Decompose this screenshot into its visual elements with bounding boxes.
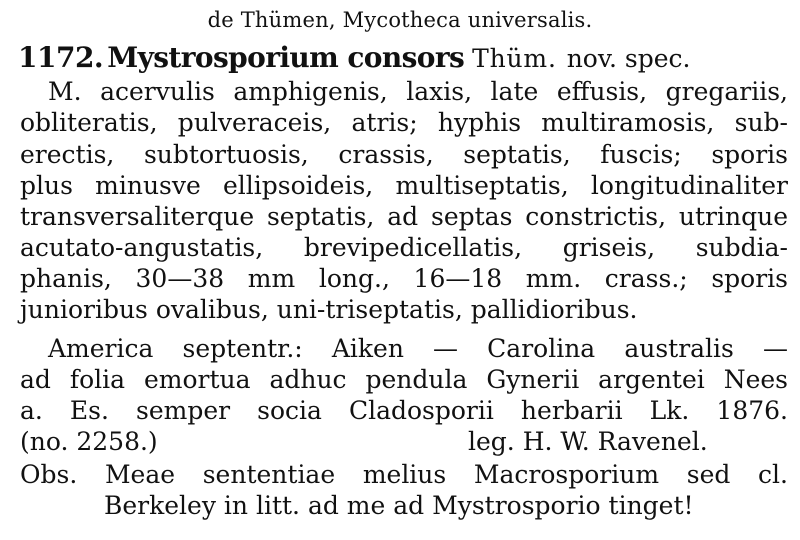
- species-author: Thüm.: [472, 44, 557, 73]
- locality-line: ad folia emortua adhuc pendula Gynerii argentei Nees: [20, 365, 788, 394]
- entry-number: 1172.: [18, 41, 104, 74]
- description-line: junioribus ovalibus, uni-triseptatis, pallidioribus.: [20, 295, 638, 324]
- species-status: nov. spec.: [566, 44, 691, 73]
- observation-line: Obs. Meae sententiae melius Macrosporium sed cl.: [20, 460, 788, 489]
- description-line: obliteratis, pulveraceis, atris; hyphis multiramosis, sub-: [20, 108, 788, 137]
- entry-title: [18, 43, 790, 74]
- locality-line: a. Es. semper socia Cladosporii herbarii Lk. 1876.: [20, 396, 788, 425]
- description-line: transversaliterque septatis, ad septas constrictis, utrinque: [20, 202, 788, 231]
- collection-number: (no. 2258.): [20, 427, 158, 456]
- description-line: M. acervulis amphigenis, laxis, late effusis, gregariis,: [48, 77, 788, 106]
- running-header: de Thümen, Mycotheca universalis.: [207, 8, 593, 32]
- collector: leg. H. W. Ravenel.: [468, 427, 708, 456]
- description-line: phanis, 30—38 mm long., 16—18 mm. crass.; sporis: [20, 264, 788, 293]
- species-name: Mystrosporium consors: [107, 41, 465, 74]
- locality-line: America septentr.: Aiken — Carolina australis —: [48, 334, 788, 363]
- description-line: erectis, subtortuosis, crassis, septatis, fuscis; sporis: [20, 140, 788, 169]
- description-line: plus minusve ellipsoideis, multiseptatis, longitudinaliter: [20, 171, 788, 200]
- description-line: acutato-angustatis, brevipedicellatis, griseis, subdia-: [20, 233, 788, 262]
- observation-line: Berkeley in litt. ad me ad Mystrosporio tinget!: [104, 491, 694, 520]
